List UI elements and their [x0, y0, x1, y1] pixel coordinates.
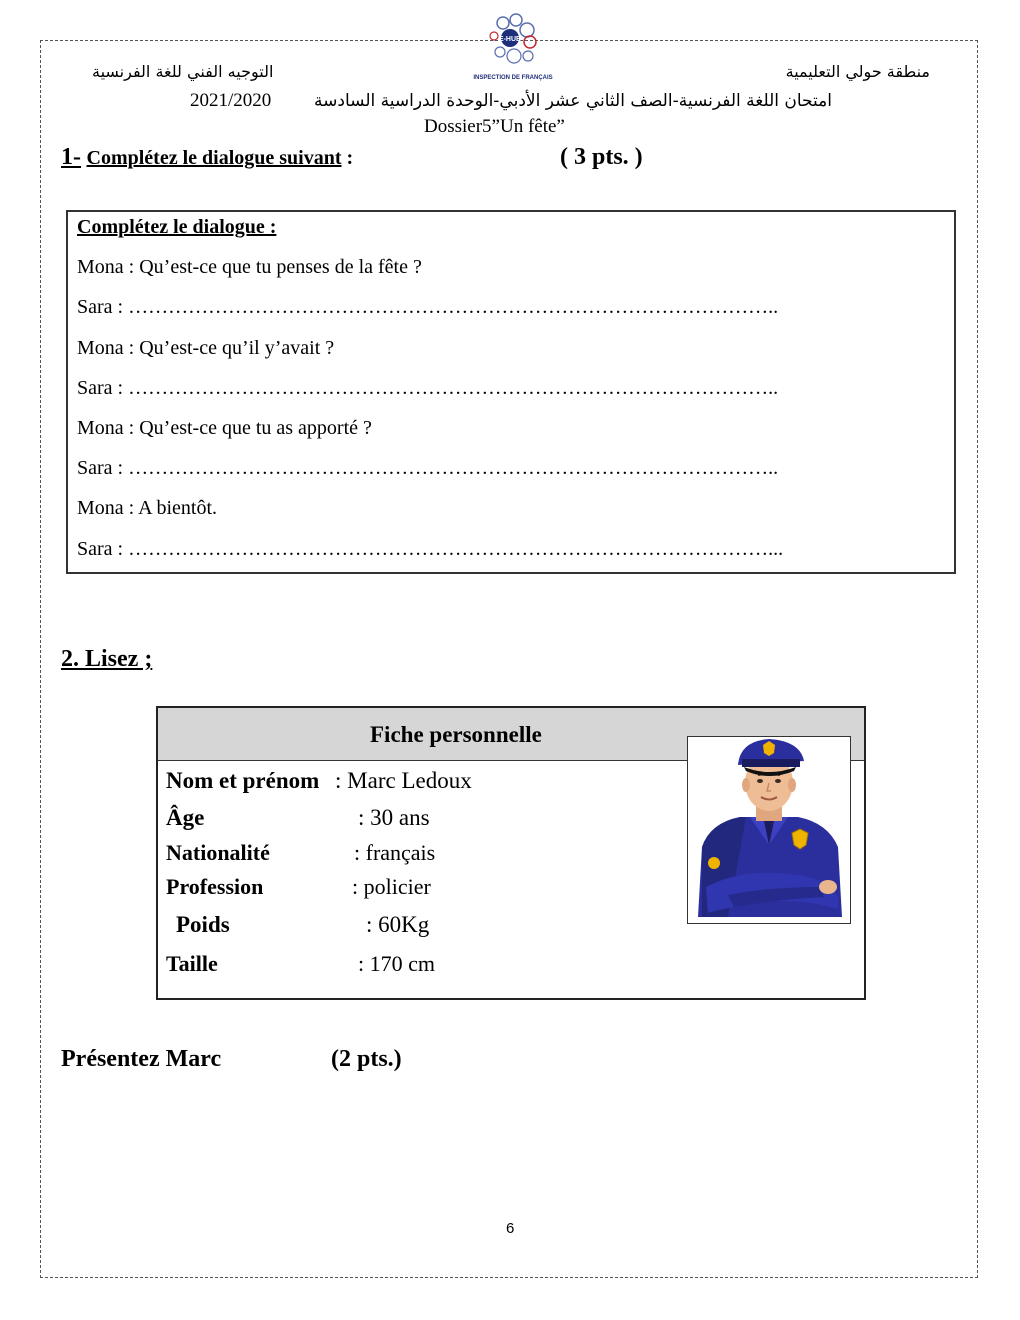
dialogue-answer-line[interactable]: Sara : …………………………………………………………………………………….. [77, 296, 779, 318]
inspection-name: التوجيه الفني للغة الفرنسية [92, 62, 274, 81]
dialogue-answer-line[interactable]: Sara : …………………………………………………………………………………….. [77, 377, 779, 399]
dialogue-answer-line[interactable]: Sara : …………………………………………………………………………………….. [77, 457, 779, 479]
question1-heading [61, 144, 353, 171]
task-instruction: Présentez Marc [61, 1046, 222, 1072]
task-points: (2 pts.) [331, 1046, 402, 1072]
card-title: Fiche personnelle [370, 722, 542, 747]
card-value: : Marc Ledoux [335, 768, 472, 793]
card-row-weight [176, 912, 430, 938]
card-label: Âge [166, 805, 205, 830]
question1-colon: : [341, 147, 354, 169]
card-row-profession [166, 874, 431, 900]
policeman-illustration [687, 736, 851, 924]
page-number: 6 [506, 1220, 515, 1237]
card-label: Nationalité [166, 840, 270, 865]
card-row-nationality [166, 840, 436, 866]
card-value: : policier [352, 874, 431, 899]
logo-caption: INSPECTION DE FRANÇAIS [473, 75, 553, 81]
question1-points: ( 3 pts. ) [560, 144, 643, 170]
question2-heading: 2. Lisez ; [61, 646, 153, 672]
question1-number: 1- [61, 144, 81, 170]
card-row-age [166, 805, 430, 831]
card-row-height [166, 951, 435, 977]
card-label: Taille [166, 951, 218, 976]
card-value: : français [354, 840, 436, 865]
dialogue-line: Mona : Qu’est-ce qu’il y’avait ? [77, 337, 335, 359]
dialogue-line: Mona : Qu’est-ce que tu as apporté ? [77, 417, 372, 439]
dialogue-line: Mona : Qu’est-ce que tu penses de la fête ? [77, 256, 422, 278]
dossier-title: Dossier5”Un fête” [424, 116, 565, 137]
dialogue-title: Complétez le dialogue : [77, 216, 277, 238]
district-name: منطقة حولي التعليمية [785, 62, 930, 81]
exam-title: امتحان اللغة الفرنسية-الصف الثاني عشر الأدبي-الوحدة الدراسية السادسة [314, 91, 832, 111]
dialogue-answer-line[interactable]: Sara : ……………………………………………………………………………………... [77, 538, 784, 560]
question1-instruction: Complétez le dialogue suivant [86, 147, 342, 169]
logo-badge-text: E-HUB [498, 36, 522, 43]
inspection-logo [470, 12, 560, 84]
dialogue-line: Mona : A bientôt. [77, 497, 217, 519]
card-value: : 30 ans [358, 805, 430, 830]
exam-year: 2021/2020 [190, 90, 272, 111]
dialogue-box [66, 210, 956, 574]
card-value: : 60Kg [366, 912, 430, 937]
card-label: Nom et prénom [166, 768, 320, 793]
card-label: Profession [166, 874, 264, 899]
card-label: Poids [176, 912, 230, 937]
card-row-name [166, 768, 472, 794]
card-value: : 170 cm [358, 951, 435, 976]
personal-card [156, 706, 866, 1000]
